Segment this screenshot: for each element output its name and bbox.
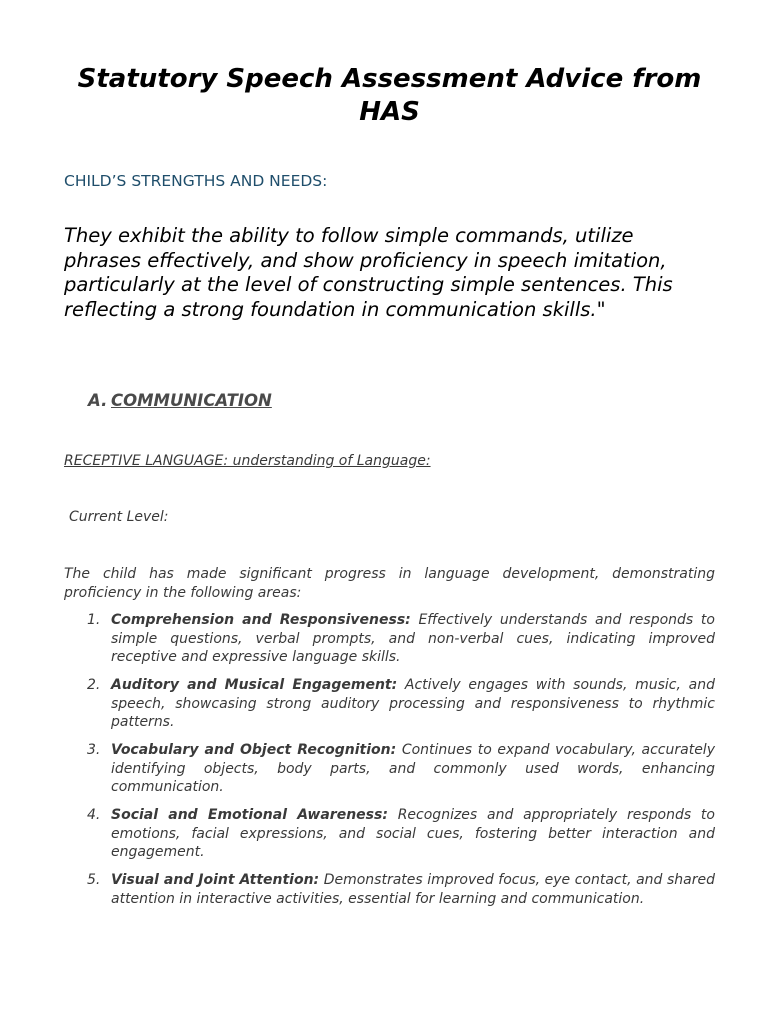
list-item-term: Visual and Joint Attention: [111, 872, 320, 888]
list-item-number: 5. [87, 872, 101, 888]
section-a-label: COMMUNICATION [111, 391, 272, 410]
current-level-label: Current Level: [69, 509, 169, 525]
document-title: Statutory Speech Assessment Advice from HAS [77, 64, 702, 127]
list-item-number: 4. [87, 807, 101, 823]
list-item-term: Vocabulary and Object Recognition: [111, 742, 397, 758]
list-item-number: 2. [87, 677, 101, 693]
strengths-heading: CHILD’S STRENGTHS AND NEEDS: [64, 172, 328, 190]
list-item-number: 3. [87, 742, 101, 758]
list-item [64, 611, 715, 667]
list-item-term: Auditory and Musical Engagement: [111, 677, 398, 693]
section-a-heading [88, 391, 272, 410]
proficiency-list [64, 611, 715, 918]
list-item-number: 1. [87, 612, 101, 628]
list-item [64, 741, 715, 797]
list-item [64, 806, 715, 862]
list-item-description: Actively engages with sounds, music, and speech, showcasing strong auditory processing and responsiveness to rhythmic patterns. [111, 677, 715, 730]
list-item-description: Recognizes and appropriately responds to emotions, facial expressions, and social cues, fostering better interaction and engagement. [111, 807, 715, 860]
list-item-description: Effectively understands and responds to simple questions, verbal prompts, and non-verbal cues, indicating improved receptive and expressive language skills. [111, 612, 715, 665]
progress-intro: The child has made significant progress in language development, demonstrating proficiency in the following areas: [64, 566, 715, 601]
receptive-language-heading: RECEPTIVE LANGUAGE: understanding of Language: [64, 453, 431, 469]
list-item-term: Comprehension and Responsiveness: [111, 612, 411, 628]
strengths-summary: They exhibit the ability to follow simple commands, utilize phrases effectively, and show proficiency in speech imitation, particularly at the level of constructing simple sentences. This reflecting a strong foundation in communication skills." [64, 224, 673, 321]
list-item [64, 676, 715, 732]
list-item [64, 871, 715, 908]
list-item-description: Continues to expand vocabulary, accurately identifying objects, body parts, and commonly used words, enhancing communication. [111, 742, 715, 795]
list-item-term: Social and Emotional Awareness: [111, 807, 388, 823]
list-item-description: Demonstrates improved focus, eye contact, and shared attention in interactive activities, essential for learning and communication. [111, 872, 715, 907]
section-a-marker: A. [88, 391, 108, 410]
